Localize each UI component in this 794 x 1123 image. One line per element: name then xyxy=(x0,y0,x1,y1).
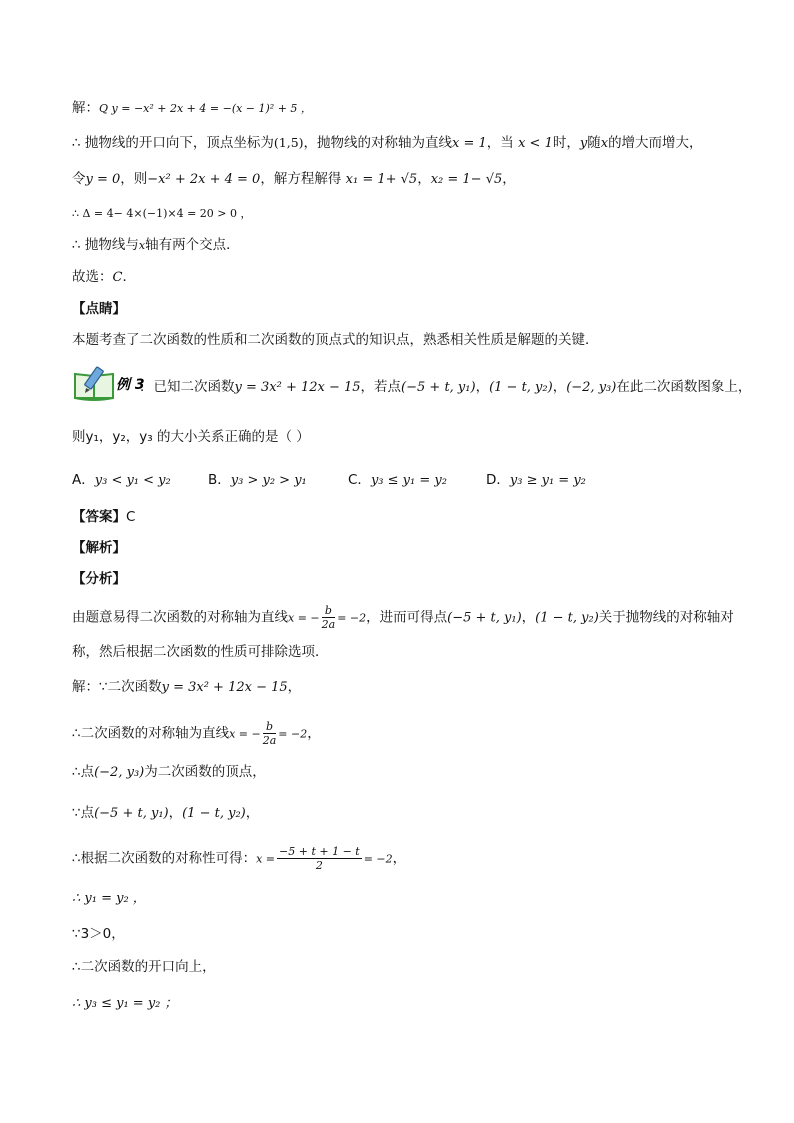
frac-den: 2 xyxy=(315,859,323,872)
dianjing-heading: 【点睛】 xyxy=(72,301,126,317)
point-1: (−5 + t, y₁) xyxy=(94,806,169,821)
axis-x: x = − xyxy=(229,727,261,741)
example-label: 例 3 xyxy=(116,377,145,393)
text-segment: ．已知二次函数 xyxy=(140,379,235,395)
text-segment: ∴点 xyxy=(72,764,95,780)
text-segment: 解：∵二次函数 xyxy=(72,679,162,695)
var-y: y xyxy=(579,136,588,151)
dianjing-text: 本题考查了二次函数的性质和二次函数的顶点式的知识点，熟悉相关性质是解题的关键． xyxy=(72,332,599,348)
solution-line-1 xyxy=(72,98,312,119)
vertex-coord: (1,5) xyxy=(273,135,304,150)
text-segment: ∵点 xyxy=(72,805,95,821)
discriminant: ∴ Δ = 4− 4×(−1)×4 = 20 > 0 ， xyxy=(72,207,252,220)
solution-line-2 xyxy=(72,133,703,154)
text-segment: 在此二次函数图象上， xyxy=(616,379,752,395)
step-7: ∵3＞0， xyxy=(72,926,125,942)
example-stem-line-2: 则y₁，y₂，y₃ 的大小关系正确的是（ ） xyxy=(72,429,310,445)
var-x: x xyxy=(600,136,609,151)
text-segment: 故选： xyxy=(72,269,113,285)
text-segment: ， xyxy=(168,805,183,821)
option-a xyxy=(72,470,171,491)
point-3: (−2, y₃) xyxy=(566,380,617,395)
text-segment: ， xyxy=(475,379,490,395)
point-1: (−5 + t, y₁) xyxy=(447,610,522,626)
text-segment: ，进而可得点 xyxy=(366,609,448,626)
text-segment: ， xyxy=(287,679,302,695)
y-zero: y = 0 xyxy=(85,172,121,187)
step-1 xyxy=(72,677,301,698)
text-segment: ，当 xyxy=(486,135,519,151)
option-b xyxy=(208,470,307,491)
text-segment: ∴二次函数的对称轴为直线 xyxy=(72,725,230,742)
option-key: D． xyxy=(486,472,510,488)
option-value: y₃ > y₂ > y₁ xyxy=(230,473,307,488)
analysis-heading: 【解析】 xyxy=(72,540,126,556)
condition: x < 1 xyxy=(518,136,553,151)
var-x: x xyxy=(138,239,146,252)
text-segment: 由题意易得二次函数的对称轴为直线 xyxy=(72,609,288,626)
frac-num: b xyxy=(322,604,336,618)
option-value: y₃ ≥ y₁ = y₂ xyxy=(509,473,586,488)
text-segment: ∴ 抛物线与 xyxy=(72,237,139,253)
point-2: (1 − t, y₂) xyxy=(489,380,553,395)
answer-value: C xyxy=(126,509,136,525)
axis-value: = −2 xyxy=(278,727,308,741)
text-segment: ， xyxy=(417,171,431,187)
step-6 xyxy=(72,888,146,909)
root-2: x₂ = 1− √5 xyxy=(430,172,503,187)
fenxi-line-2: 称，然后根据二次函数的性质可排除选项． xyxy=(72,644,329,660)
option-c xyxy=(348,470,447,491)
text-segment: 为二次函数的顶点， xyxy=(144,764,266,780)
chosen-option: C xyxy=(112,270,123,285)
text-segment: 轴有两个交点． xyxy=(145,237,240,253)
step-5 xyxy=(72,845,406,872)
answer-line xyxy=(72,507,135,527)
text-segment: 的增大而增大， xyxy=(608,135,703,151)
text-segment: 令 xyxy=(72,171,86,187)
axis-x: x = − xyxy=(288,611,320,625)
fenxi-line-1 xyxy=(72,604,734,631)
step-2 xyxy=(72,720,321,747)
axis-x: x = xyxy=(256,852,276,866)
quadratic-formula: y = 3x² + 12x − 15 xyxy=(161,680,288,695)
option-d xyxy=(486,470,586,491)
option-value: y₃ ≤ y₁ = y₂ xyxy=(370,473,447,488)
fraction-b-over-2a xyxy=(263,720,277,747)
example-stem-line-1 xyxy=(140,377,751,398)
symmetry-fraction xyxy=(277,845,362,872)
text-segment: 时， xyxy=(552,135,580,151)
book-pencil-icon xyxy=(72,366,118,402)
solution-prefix: 解： xyxy=(72,100,99,116)
text-segment: ，解方程解得 xyxy=(260,171,346,187)
frac-den: 2a xyxy=(262,734,277,747)
text-segment: ，若点 xyxy=(360,379,402,395)
text-segment: ， xyxy=(307,725,321,742)
text-segment: ． xyxy=(122,269,136,285)
vertex-form-formula: Q y = −x² + 2x + 4 = −(x − 1)² + 5 ， xyxy=(99,102,312,115)
option-key: C． xyxy=(348,472,371,488)
solution-line-5 xyxy=(72,235,240,256)
solution-line-6 xyxy=(72,267,136,288)
step-4 xyxy=(72,803,259,824)
text-segment: ，则 xyxy=(120,171,148,187)
text-segment: ∴ 抛物线的开口向下，顶点坐标为 xyxy=(72,135,274,151)
text-segment: ， xyxy=(552,379,567,395)
quadratic-formula: y = 3x² + 12x − 15 xyxy=(234,380,361,395)
frac-num: −5 + t + 1 − t xyxy=(279,845,360,858)
option-key: A． xyxy=(72,472,95,488)
frac-den: 2a xyxy=(321,618,336,631)
text-segment: ， xyxy=(245,805,260,821)
option-value: y₃ < y₁ < y₂ xyxy=(94,473,171,488)
text-segment: ∴根据二次函数的对称性可得： xyxy=(72,850,257,867)
text-segment: ，抛物线的对称轴为直线 xyxy=(303,135,453,151)
fraction-b-over-2a xyxy=(322,604,336,631)
frac-num: b xyxy=(263,720,277,734)
point-2: (1 − t, y₂) xyxy=(535,610,599,626)
solution-line-4 xyxy=(72,203,252,224)
text-segment: 关于抛物线的对称轴对 xyxy=(598,609,734,626)
step-8: ∴二次函数的开口向上， xyxy=(72,959,216,975)
conclusion: ∴ y₃ ≤ y₁ = y₂ ； xyxy=(72,996,178,1011)
axis-equation: x = 1 xyxy=(452,136,487,151)
point-2: (1 − t, y₂) xyxy=(182,806,246,821)
step-3 xyxy=(72,762,266,783)
root-1: x₁ = 1+ √5 xyxy=(345,172,418,187)
step-9 xyxy=(72,993,178,1014)
text-segment: ， xyxy=(502,171,516,187)
fenxi-heading: 【分析】 xyxy=(72,571,126,587)
equality: ∴ y₁ = y₂ ， xyxy=(72,891,146,906)
text-segment: ， xyxy=(392,850,407,867)
solution-line-3 xyxy=(72,169,516,190)
vertex-point: (−2, y₃) xyxy=(94,765,145,780)
point-1: (−5 + t, y₁) xyxy=(401,380,476,395)
text-segment: 随 xyxy=(587,135,601,151)
equation: −x² + 2x + 4 = 0 xyxy=(147,172,261,187)
axis-value: = −2 xyxy=(363,852,393,866)
text-segment: ， xyxy=(521,609,536,626)
option-key: B． xyxy=(208,472,231,488)
axis-value: = −2 xyxy=(337,611,367,625)
answer-label: 【答案】 xyxy=(72,509,126,525)
